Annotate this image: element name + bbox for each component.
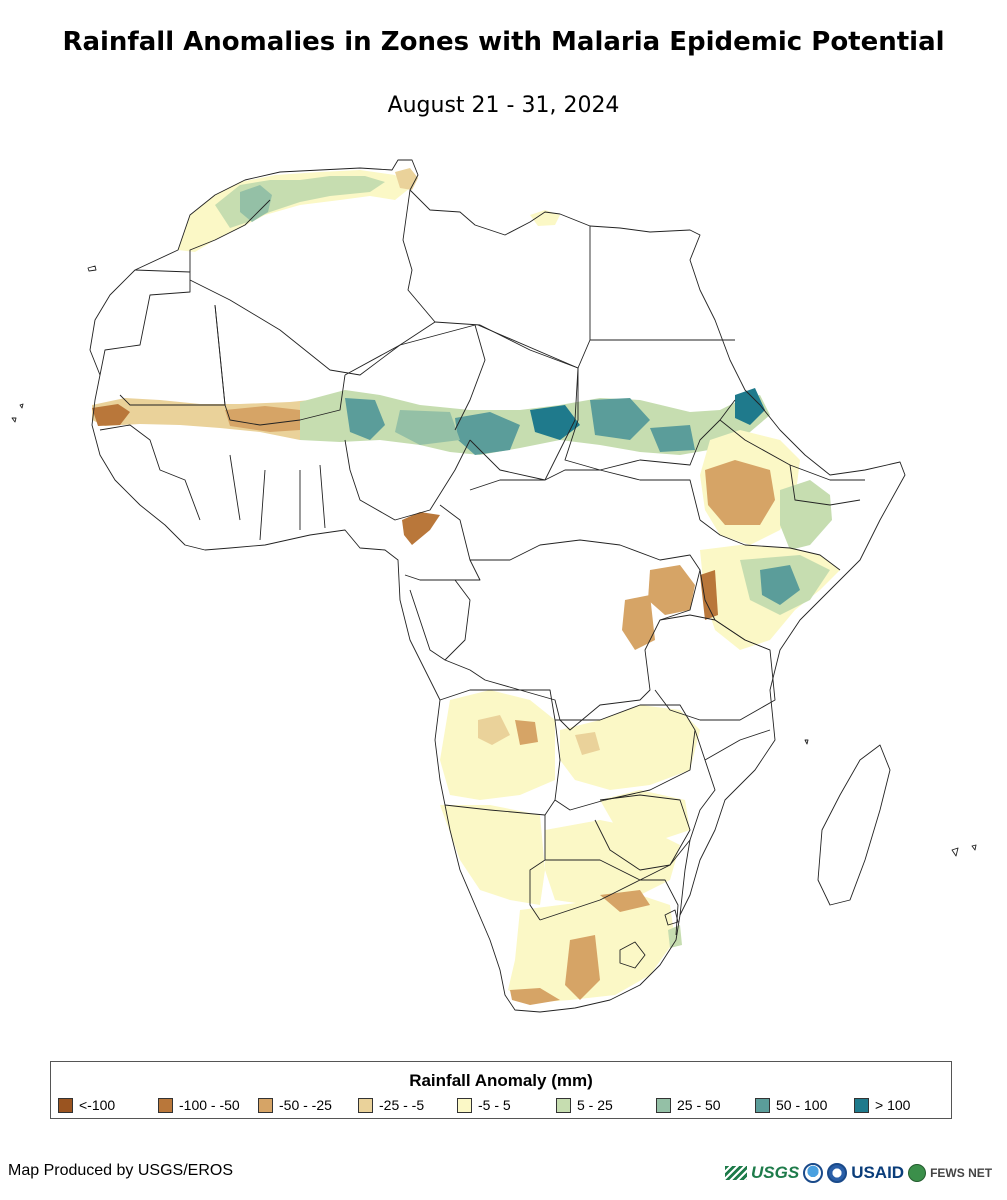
border-congo bbox=[410, 580, 470, 660]
border-malawi-moz bbox=[680, 730, 770, 915]
legend-item-50-100 bbox=[755, 1097, 827, 1113]
legend-item-lt-100 bbox=[58, 1097, 115, 1113]
legend-item-25-50 bbox=[656, 1097, 721, 1113]
anomaly-region-namibia bbox=[440, 805, 545, 905]
legend-label: 5 - 25 bbox=[577, 1097, 613, 1113]
island-canary bbox=[88, 266, 96, 271]
legend-item-100-50 bbox=[158, 1097, 240, 1113]
border-libya-south bbox=[435, 322, 590, 368]
legend bbox=[50, 1061, 952, 1119]
map-title: Rainfall Anomalies in Zones with Malaria Epidemic Potential bbox=[62, 27, 945, 57]
legend-label: -50 - -25 bbox=[279, 1097, 332, 1113]
legend-label: <-100 bbox=[79, 1097, 116, 1113]
island-cape-verde bbox=[12, 404, 23, 422]
island-comoros bbox=[805, 740, 808, 744]
legend-swatch bbox=[854, 1098, 869, 1113]
agency-logos bbox=[725, 1158, 992, 1188]
legend-swatch bbox=[656, 1098, 671, 1113]
map-subtitle: August 21 - 31, 2024 bbox=[387, 93, 620, 118]
madagascar-outline bbox=[818, 745, 890, 905]
anomaly-region-congo-east-dry bbox=[622, 595, 655, 650]
anomaly-region-angola bbox=[440, 690, 555, 800]
usgs-logo-text: USGS bbox=[751, 1163, 800, 1182]
legend-label: 25 - 50 bbox=[677, 1097, 721, 1113]
legend-label: > 100 bbox=[875, 1097, 911, 1113]
fews-net-logo-text: FEWS NET bbox=[930, 1166, 993, 1180]
map-credit: Map Produced by USGS/EROS bbox=[8, 1162, 233, 1179]
anomaly-layer bbox=[92, 168, 840, 1005]
state-dept-seal-icon bbox=[827, 1163, 847, 1183]
legend-swatch bbox=[556, 1098, 571, 1113]
legend-item-gt-100 bbox=[854, 1097, 910, 1113]
border-algeria-south bbox=[190, 280, 435, 375]
anomaly-region-uganda-dry bbox=[648, 565, 695, 615]
legend-item-5-5 bbox=[457, 1097, 511, 1113]
legend-item-25-5 bbox=[358, 1097, 424, 1113]
legend-label: -5 - 5 bbox=[478, 1097, 511, 1113]
legend-swatch bbox=[457, 1098, 472, 1113]
africa-map bbox=[0, 140, 1007, 1040]
legend-item-50-25 bbox=[258, 1097, 332, 1113]
globe-icon bbox=[908, 1164, 926, 1182]
noaa-seal-icon bbox=[803, 1163, 823, 1183]
legend-swatch bbox=[755, 1098, 770, 1113]
anomaly-region-cameroon-dry bbox=[402, 512, 440, 545]
island-mauritius bbox=[952, 845, 976, 856]
legend-item-5-25 bbox=[556, 1097, 613, 1113]
legend-label: -25 - -5 bbox=[379, 1097, 425, 1113]
usaid-logo-text: USAID bbox=[851, 1163, 905, 1182]
anomaly-region-somalia-green bbox=[780, 480, 832, 550]
usgs-logo-icon bbox=[725, 1166, 747, 1180]
legend-label: 50 - 100 bbox=[776, 1097, 828, 1113]
legend-label: -100 - -50 bbox=[179, 1097, 240, 1113]
legend-swatch bbox=[258, 1098, 273, 1113]
legend-title: Rainfall Anomaly (mm) bbox=[409, 1071, 593, 1090]
anomaly-region-lake-victoria-dry bbox=[700, 570, 718, 620]
border-car bbox=[470, 470, 700, 520]
border-coastal-west bbox=[100, 425, 325, 540]
legend-swatch bbox=[58, 1098, 73, 1113]
legend-swatch bbox=[158, 1098, 173, 1113]
border-mauritania bbox=[100, 270, 225, 405]
border-chad bbox=[470, 325, 578, 480]
legend-swatch bbox=[358, 1098, 373, 1113]
